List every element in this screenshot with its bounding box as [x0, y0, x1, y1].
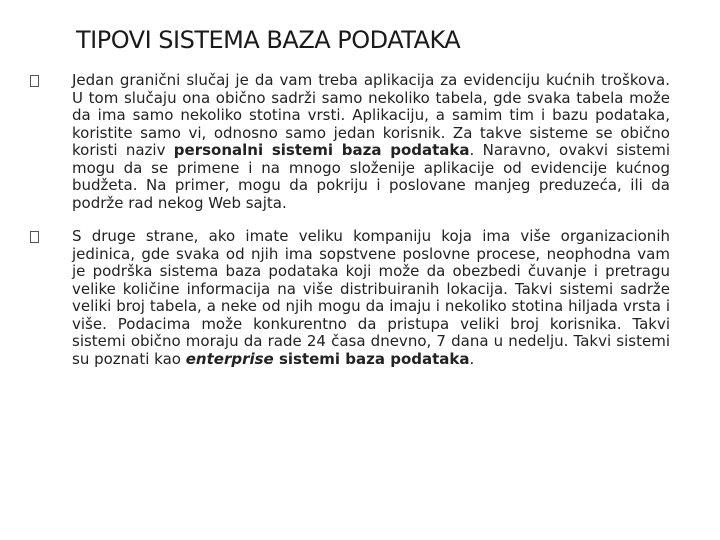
bullet-text-part: .	[469, 349, 475, 368]
term-enterprise: enterprise	[185, 349, 274, 368]
slide-title: TIPOVI SISTEMA BAZA PODATAKA	[76, 26, 461, 54]
bullet-text	[72, 228, 670, 368]
square-bullet-icon	[30, 75, 39, 87]
term-enterprise-dbms: sistemi baza podataka	[273, 349, 470, 368]
bullet-text-part: . Naravno, ovakvi sistemi mogu da se primene i na mnogo složenije aplikacije od evidencije kućnog budžeta. Na primer, mogu da pokriju i poslovane manjeg preduzeća, ili da podrže rad nekog Web sajta.	[72, 141, 670, 212]
term-personal-dbms: personalni sistemi baza podataka	[173, 141, 470, 159]
bullet-item-enterprise	[30, 228, 670, 368]
bullet-text	[72, 72, 670, 212]
bullet-list	[30, 72, 670, 384]
bullet-item-personal	[30, 72, 670, 212]
bullet-text-part: Jedan granični slučaj je da vam treba aplikacija za evidenciju kućnih troškova. U tom slučaju ona obično sadrži samo nekoliko tabela, gde svaka tabela može da ima samo nekoliko stotina vrsti. Aplikaciju, a samim tim i bazu podataka, koristite samo vi, odnosno samo jedan korisnik. Za takve sisteme se obično koristi naziv	[72, 71, 670, 159]
square-bullet-icon	[30, 231, 39, 243]
bullet-text-part: S druge strane, ako imate veliku kompaniju koja ima više organizacionih jedinica, gde svaka od njih ima sopstvene poslovne procese, neophodna vam je podrška sistema baza podataka koji može da obezbedi čuvanje i pretragu velike količine informacija na više distribuiranih lokacija. Takvi sistemi sadrže veliki broj tabela, a neke od njih mogu da imaju i nekoliko stotina hiljada vrsta i više. Podacima može konkurentno da pristupa veliki broj korisnika. Takvi sistemi obično moraju da rade 24 časa dnevno, 7 dana u nedelju. Takvi sistemi su poznati kao	[72, 227, 670, 368]
